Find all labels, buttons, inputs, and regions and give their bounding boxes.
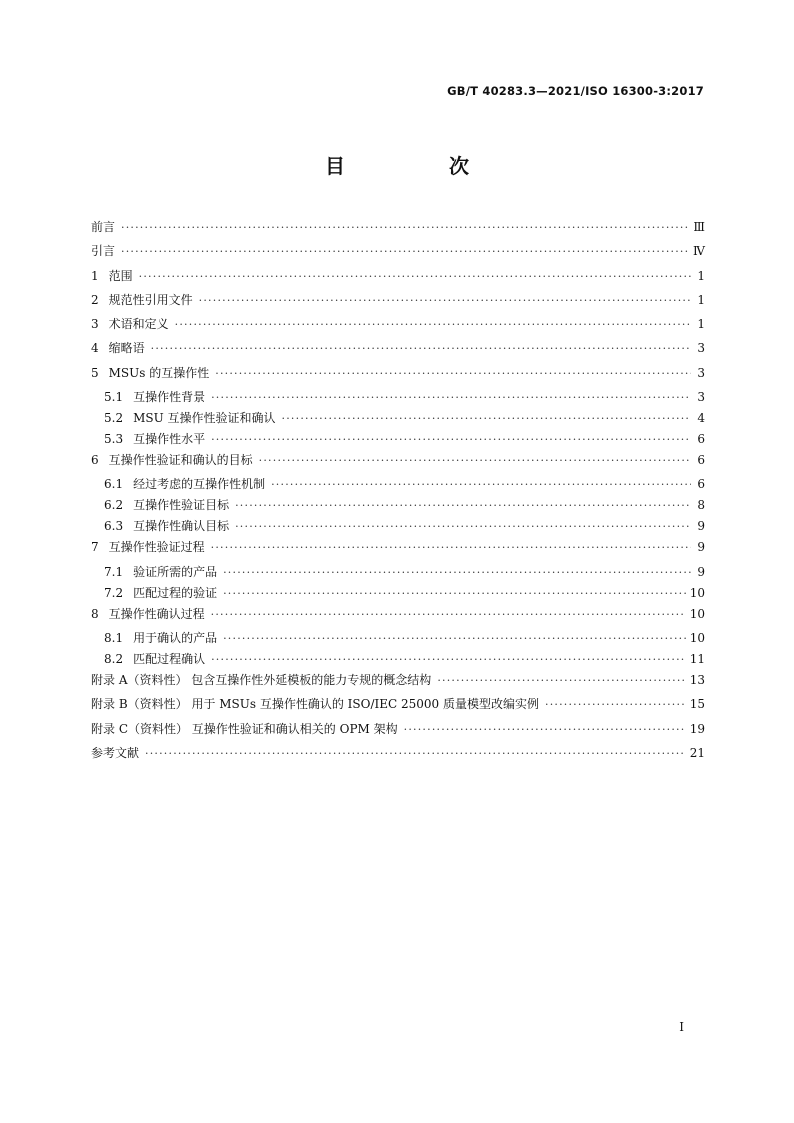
toc-entry-5-3[interactable] bbox=[91, 429, 705, 450]
toc-leader-dots bbox=[215, 364, 691, 384]
toc-entry-label: 缩略语 bbox=[108, 341, 145, 356]
toc-entry-page: 1 bbox=[697, 292, 705, 307]
toc-entry-label: 互操作性验证目标 bbox=[133, 498, 230, 513]
toc-entry-number: 7.1 bbox=[104, 564, 124, 579]
toc-entry-page: 3 bbox=[697, 341, 705, 356]
toc-leader-dots bbox=[271, 475, 691, 495]
toc-entry-page: 10 bbox=[689, 585, 705, 600]
toc-entry-5[interactable] bbox=[91, 363, 705, 387]
toc-entry-page: 8 bbox=[697, 498, 705, 513]
toc-leader-dots bbox=[223, 584, 686, 604]
toc-entry-label: 互操作性确认目标 bbox=[133, 519, 230, 534]
toc-entry-number: 5.2 bbox=[104, 411, 124, 426]
toc-entry-number: 6.2 bbox=[104, 498, 124, 513]
toc-entry-page: 1 bbox=[697, 268, 705, 283]
toc-entry-label: 规范性引用文件 bbox=[108, 292, 193, 307]
toc-entry-page: 10 bbox=[689, 606, 705, 621]
toc-entry-8-2[interactable] bbox=[91, 649, 705, 670]
toc-entry-page: 9 bbox=[697, 540, 705, 555]
toc-entry-label: MSU 互操作性验证和确认 bbox=[133, 411, 276, 426]
toc-entry-5-1[interactable] bbox=[91, 387, 705, 408]
toc-leader-dots bbox=[223, 563, 691, 583]
toc-entry-label: 范围 bbox=[108, 268, 133, 283]
toc-entry-page: 1 bbox=[697, 317, 705, 332]
toc-entry-number: 5.1 bbox=[104, 390, 124, 405]
toc-entry-page: 6 bbox=[697, 432, 705, 447]
toc-leader-dots bbox=[151, 339, 691, 359]
toc-entry-number: 3 bbox=[91, 317, 99, 332]
toc-entry-annex-a[interactable] bbox=[91, 670, 705, 694]
toc-entry-number: 6.3 bbox=[104, 519, 124, 534]
toc-entry-introduction[interactable] bbox=[91, 241, 705, 265]
toc-entry-7-1[interactable] bbox=[91, 562, 705, 583]
toc-entry-label: 互操作性验证过程 bbox=[108, 540, 205, 555]
toc-entry-8-1[interactable] bbox=[91, 628, 705, 649]
toc-leader-dots bbox=[282, 409, 691, 429]
toc-entry-page: Ⅳ bbox=[693, 244, 705, 259]
toc-entry-label: 互操作性确认过程 bbox=[108, 606, 205, 621]
page-number: Ⅰ bbox=[679, 1020, 684, 1034]
toc-entry-label: 互操作性水平 bbox=[133, 432, 206, 447]
toc-entry-page: 10 bbox=[689, 630, 705, 645]
toc-entry-page: 9 bbox=[697, 564, 705, 579]
toc-leader-dots bbox=[211, 605, 686, 625]
toc-entry-foreword[interactable] bbox=[91, 217, 705, 241]
toc-entry-page: 19 bbox=[689, 721, 705, 736]
toc-leader-dots bbox=[139, 267, 691, 287]
toc-leader-dots bbox=[121, 242, 689, 262]
toc-entry-1[interactable] bbox=[91, 266, 705, 290]
toc-entry-6[interactable] bbox=[91, 450, 705, 474]
toc-entry-annex-b[interactable] bbox=[91, 694, 705, 718]
toc-entry-page: 3 bbox=[697, 390, 705, 405]
toc-entry-label: 附录 C（资料性） 互操作性验证和确认相关的 OPM 架构 bbox=[91, 721, 398, 736]
toc-leader-dots bbox=[121, 218, 689, 238]
toc-entry-page: 4 bbox=[697, 411, 705, 426]
toc-entry-6-3[interactable] bbox=[91, 516, 705, 537]
toc-leader-dots bbox=[145, 744, 686, 764]
toc-entry-label: 术语和定义 bbox=[108, 317, 169, 332]
toc-entry-label: 附录 B（资料性） 用于 MSUs 互操作性确认的 ISO/IEC 25000 质量模型改编实例 bbox=[91, 697, 539, 712]
toc-leader-dots bbox=[235, 517, 691, 537]
toc-entry-label: MSUs 的互操作性 bbox=[108, 365, 210, 380]
toc-entry-6-1[interactable] bbox=[91, 474, 705, 495]
toc-entry-page: 6 bbox=[697, 453, 705, 468]
toc-entry-6-2[interactable] bbox=[91, 495, 705, 516]
toc-entry-label: 前言 bbox=[91, 220, 116, 234]
toc-entry-page: 21 bbox=[689, 745, 705, 760]
toc-entry-number: 6 bbox=[91, 453, 99, 468]
toc-entry-page: 13 bbox=[689, 672, 705, 687]
toc-entry-label: 引言 bbox=[91, 244, 116, 259]
toc-entry-number: 8 bbox=[91, 606, 99, 621]
toc-leader-dots bbox=[259, 451, 691, 471]
toc-entry-page: 15 bbox=[689, 697, 705, 712]
toc-leader-dots bbox=[545, 695, 686, 715]
toc-entry-annex-c[interactable] bbox=[91, 719, 705, 743]
toc-entry-label: 验证所需的产品 bbox=[133, 564, 218, 579]
toc-leader-dots bbox=[211, 650, 686, 670]
toc-entry-number: 1 bbox=[91, 268, 99, 283]
toc-entry-label: 匹配过程的验证 bbox=[133, 585, 218, 600]
toc-entry-label: 匹配过程确认 bbox=[133, 651, 206, 666]
toc-entry-number: 5.3 bbox=[104, 432, 124, 447]
toc-entry-label: 经过考虑的互操作性机制 bbox=[133, 477, 266, 492]
toc-entry-label: 用于确认的产品 bbox=[133, 630, 218, 645]
toc-leader-dots bbox=[437, 671, 685, 691]
toc-entry-page: 11 bbox=[689, 651, 705, 666]
toc-entry-label: 互操作性背景 bbox=[133, 390, 206, 405]
toc-entry-bibliography[interactable] bbox=[91, 743, 705, 767]
toc-entry-number: 7 bbox=[91, 540, 99, 555]
toc-entry-page: 3 bbox=[697, 365, 705, 380]
toc-entry-4[interactable] bbox=[91, 338, 705, 362]
toc-entry-number: 6.1 bbox=[104, 477, 124, 492]
standard-code-header: GB/T 40283.3—2021/ISO 16300-3:2017 bbox=[447, 84, 704, 98]
toc-entry-7[interactable] bbox=[91, 537, 705, 561]
toc-entry-3[interactable] bbox=[91, 314, 705, 338]
toc-entry-label: 互操作性验证和确认的目标 bbox=[108, 453, 253, 468]
toc-entry-5-2[interactable] bbox=[91, 408, 705, 429]
toc-leader-dots bbox=[235, 496, 691, 516]
toc-entry-number: 4 bbox=[91, 341, 99, 356]
toc-entry-label: 参考文献 bbox=[91, 745, 140, 760]
toc-leader-dots bbox=[175, 315, 691, 335]
toc-entry-label: 附录 A（资料性） 包含互操作性外延模板的能力专规的概念结构 bbox=[91, 672, 432, 687]
toc-entry-number: 7.2 bbox=[104, 585, 124, 600]
toc-entry-page: Ⅲ bbox=[693, 220, 705, 234]
toc-leader-dots bbox=[211, 538, 691, 558]
toc-leader-dots bbox=[223, 629, 686, 649]
table-of-contents bbox=[91, 217, 705, 767]
toc-entry-page: 9 bbox=[697, 519, 705, 534]
toc-leader-dots bbox=[211, 430, 691, 450]
toc-entry-7-2[interactable] bbox=[91, 583, 705, 604]
toc-entry-number: 2 bbox=[91, 292, 99, 307]
toc-entry-number: 8.2 bbox=[104, 651, 124, 666]
page-title: 目 次 bbox=[325, 154, 511, 178]
toc-entry-number: 8.1 bbox=[104, 630, 124, 645]
toc-entry-2[interactable] bbox=[91, 290, 705, 314]
toc-leader-dots bbox=[404, 720, 686, 740]
toc-entry-8[interactable] bbox=[91, 604, 705, 628]
toc-leader-dots bbox=[199, 291, 691, 311]
toc-entry-number: 5 bbox=[91, 365, 99, 380]
toc-entry-page: 6 bbox=[697, 477, 705, 492]
toc-leader-dots bbox=[211, 388, 691, 408]
